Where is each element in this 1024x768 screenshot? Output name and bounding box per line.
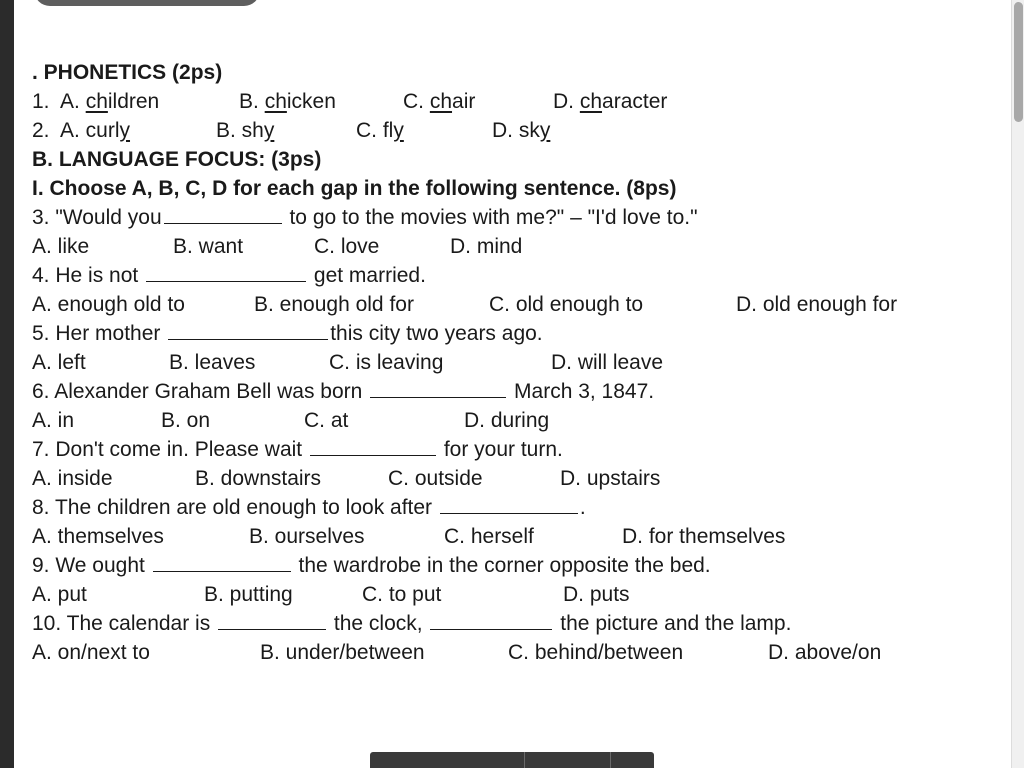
option-a: A. themselves <box>32 525 164 548</box>
question-7-stem: 7. Don't come in. Please wait for your turn. <box>32 435 992 464</box>
instruction-text: I. Choose A, B, C, D for each gap in the following sentence. (8ps) <box>32 177 677 200</box>
option-c: C. love <box>314 235 380 258</box>
option-b: B. ourselves <box>249 525 365 548</box>
answer-blank <box>168 319 328 340</box>
question-9-options <box>32 580 992 609</box>
question-8-options <box>32 522 992 551</box>
option-a: A. curly <box>60 119 131 142</box>
option-a: A. in <box>32 409 75 432</box>
option-c: C. outside <box>388 467 483 490</box>
question-6-stem: 6. Alexander Graham Bell was born March 3, 1847. <box>32 377 992 406</box>
option-c: C. behind/between <box>508 641 684 664</box>
option-a: A. on/next to <box>32 641 150 664</box>
option-d: D. old enough for <box>736 293 898 316</box>
answer-blank <box>310 435 436 456</box>
question-6-options <box>32 406 992 435</box>
option-d: D. character <box>553 90 668 113</box>
option-a: A. enough old to <box>32 293 185 316</box>
option-a: A. children <box>60 90 160 113</box>
question-10-stem: 10. The calendar is the clock, the picture and the lamp. <box>32 609 992 638</box>
option-d: D. during <box>464 409 550 432</box>
question-2 <box>32 116 992 145</box>
option-c: C. is leaving <box>329 351 444 374</box>
answer-blank <box>430 609 552 630</box>
question-7-options <box>32 464 992 493</box>
toolbar-divider <box>524 752 525 768</box>
question-1 <box>32 87 992 116</box>
option-b: B. downstairs <box>195 467 322 490</box>
answer-blank <box>440 493 578 514</box>
option-c: C. at <box>304 409 349 432</box>
option-b: B. want <box>173 235 244 258</box>
phonetics-heading: . PHONETICS (2ps) <box>32 61 223 84</box>
question-3-options <box>32 232 992 261</box>
option-d: D. sky <box>492 119 551 142</box>
option-a: A. inside <box>32 467 113 490</box>
question-3-stem: 3. "Would you to go to the movies with me?" – "I'd love to." <box>32 203 992 232</box>
option-b: B. putting <box>204 583 293 606</box>
answer-blank <box>146 261 306 282</box>
language-focus-heading: B. LANGUAGE FOCUS: (3ps) <box>32 148 322 171</box>
option-a: A. like <box>32 235 90 258</box>
option-b: B. leaves <box>169 351 256 374</box>
question-5-stem: 5. Her mother this city two years ago. <box>32 319 992 348</box>
option-b: B. chicken <box>239 90 336 113</box>
question-10-options <box>32 638 992 667</box>
option-a: A. put <box>32 583 87 606</box>
vertical-scrollbar[interactable] <box>1011 0 1024 768</box>
top-toolbar-tab <box>34 0 260 6</box>
question-9-stem: 9. We ought the wardrobe in the corner opposite the bed. <box>32 551 992 580</box>
bottom-page-toolbar[interactable] <box>370 752 654 768</box>
option-c: C. old enough to <box>489 293 644 316</box>
question-4-options <box>32 290 992 319</box>
option-d: D. upstairs <box>560 467 661 490</box>
question-4-stem: 4. He is not get married. <box>32 261 992 290</box>
answer-blank <box>164 203 282 224</box>
question-8-stem: 8. The children are old enough to look after . <box>32 493 992 522</box>
question-number: 1. <box>32 90 50 113</box>
left-frame-edge <box>0 0 14 768</box>
option-b: B. shy <box>216 119 275 142</box>
option-d: D. for themselves <box>622 525 786 548</box>
option-b: B. enough old for <box>254 293 414 316</box>
option-c: C. chair <box>403 90 476 113</box>
option-d: D. above/on <box>768 641 882 664</box>
question-number: 2. <box>32 119 50 142</box>
scrollbar-thumb[interactable] <box>1014 2 1023 122</box>
option-d: D. mind <box>450 235 523 258</box>
option-d: D. will leave <box>551 351 664 374</box>
answer-blank <box>153 551 291 572</box>
option-a: A. left <box>32 351 86 374</box>
option-b: B. on <box>161 409 211 432</box>
option-d: D. puts <box>563 583 630 606</box>
option-c: C. to put <box>362 583 442 606</box>
worksheet <box>32 58 992 667</box>
toolbar-divider <box>610 752 611 768</box>
option-c: C. fly <box>356 119 404 142</box>
option-b: B. under/between <box>260 641 425 664</box>
option-c: C. herself <box>444 525 534 548</box>
question-5-options <box>32 348 992 377</box>
answer-blank <box>370 377 506 398</box>
answer-blank <box>218 609 326 630</box>
